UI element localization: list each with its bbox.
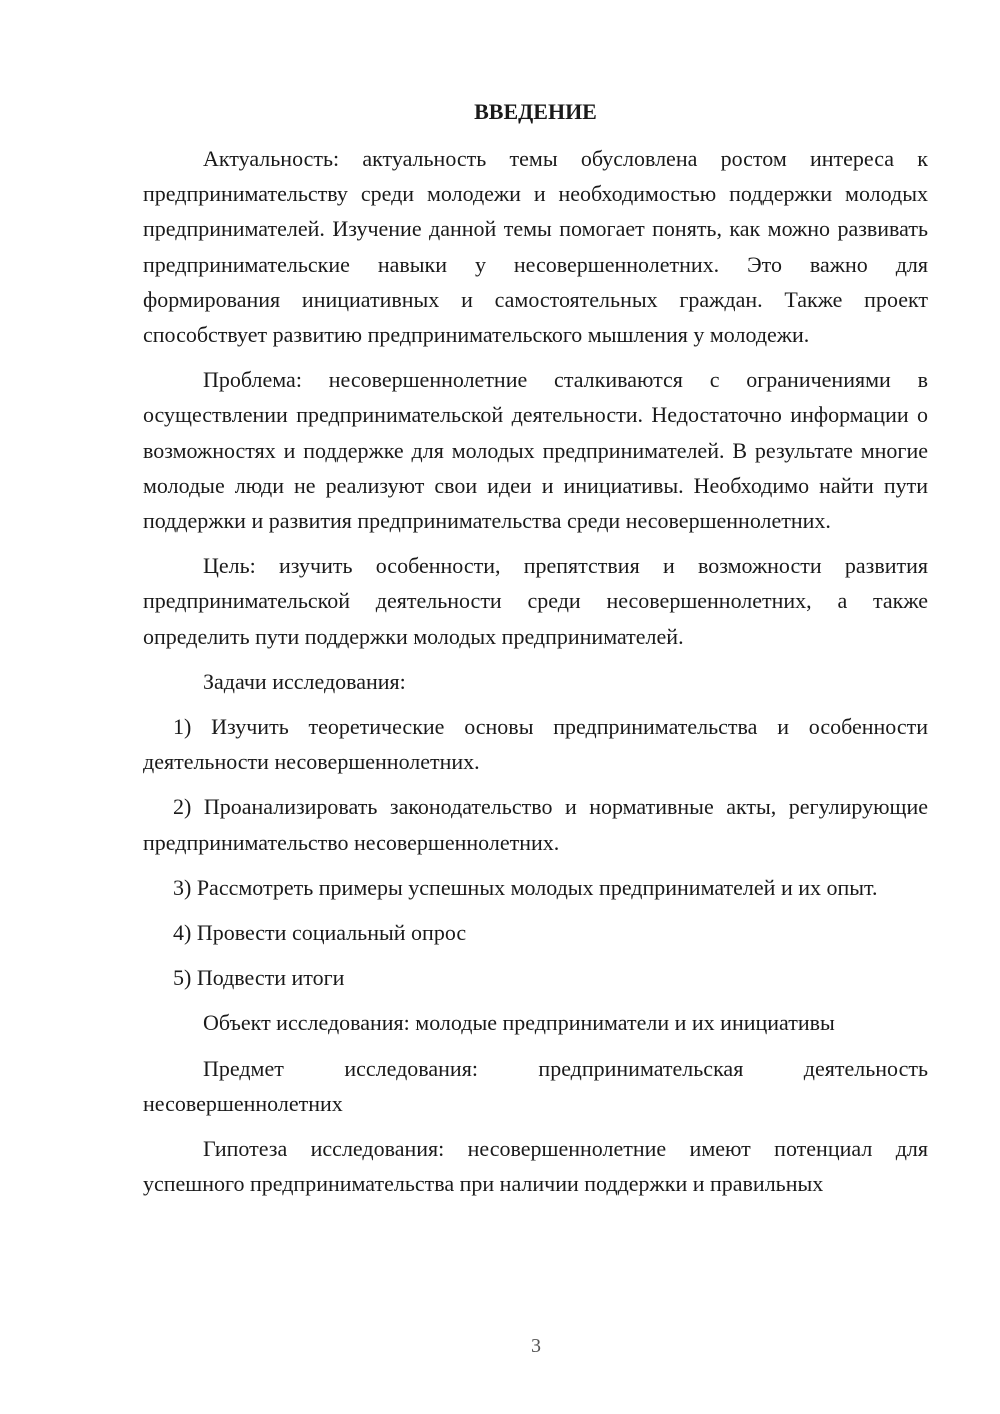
task-item-5: 5) Подвести итоги — [173, 965, 345, 991]
task-item-3: 3) Рассмотреть примеры успешных молодых предпринимателей и их опыт. — [173, 874, 878, 900]
page-number: 3 — [531, 1335, 541, 1357]
object-paragraph: Объект исследования: молодые предприниматели и их инициативы — [203, 1010, 835, 1036]
page-content — [143, 94, 928, 1211]
relevance-paragraph: Актуальность: актуальность темы обусловлена ростом интереса к предпринимательству среди молодежи и необходимостью поддержки молодых предпринимателей. Изучение данной темы помогает понять, как можно развивать предпринимательские навыки у несовершеннолетних. Это важно для формирования инициативных и самостоятельных граждан. Также проект способствует развитию предпринимательского мышления у молодежи. — [143, 146, 928, 348]
task-item-4: 4) Провести социальный опрос — [173, 920, 467, 946]
goal-paragraph: Цель: изучить особенности, препятствия и возможности развития предпринимательской деятельности среди несовершеннолетних, а также определить пути поддержки молодых предпринимателей. — [143, 553, 928, 649]
subject-paragraph: Предмет исследования: предпринимательская деятельность несовершеннолетних — [143, 1055, 928, 1116]
page-title: ВВЕДЕНИЕ — [474, 99, 597, 124]
hypothesis-paragraph: Гипотеза исследования: несовершеннолетние имеют потенциал для успешного предпринимательства при наличии поддержки и правильных — [143, 1136, 928, 1197]
problem-paragraph: Проблема: несовершеннолетние сталкиваются с ограничениями в осуществлении предпринимательской деятельности. Недостаточно информации о возможностях и поддержке для молодых предпринимателей. В результате многие молодые люди не реализуют свои идеи и инициативы. Необходимо найти пути поддержки и развития предпринимательства среди несовершеннолетних. — [143, 367, 928, 534]
task-item-2: 2) Проанализировать законодательство и нормативные акты, регулирующие предпринимательство несовершеннолетних. — [143, 794, 928, 855]
task-item-1: 1) Изучить теоретические основы предпринимательства и особенности деятельности несовершеннолетних. — [143, 714, 928, 775]
tasks-heading: Задачи исследования: — [203, 668, 406, 694]
